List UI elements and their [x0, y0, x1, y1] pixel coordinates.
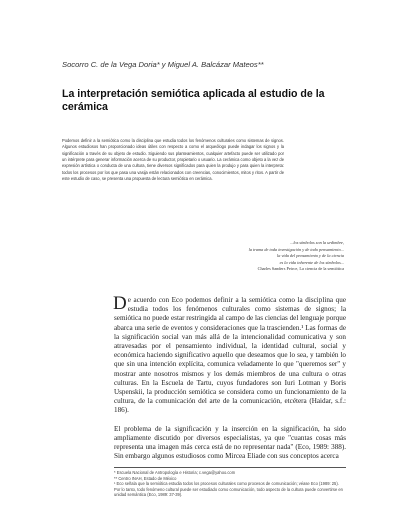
epigraph-line: la trama de toda investigación y de todo pensamiento... — [248, 246, 344, 252]
footnote: ¹ Eco señala que la semiótica estudia todos los procesos culturales como procesos de comunicación; véase Eco (1989: 25). Por lo tanto, todo fenómeno cultural puede ser estudiado como comunicación, todo aspecto de la cultura puede convertirse en unidad semántica (Eco, 1989: 37-39). — [114, 481, 343, 498]
epigraph-line: ...los símbolos son la urdimbre, — [290, 240, 344, 245]
footnotes — [114, 467, 346, 498]
article-body — [113, 293, 346, 461]
epigraph-line: la vida del pensamiento y de la ciencia — [277, 253, 344, 259]
footnote: ** Centro INAH, Estado de México — [114, 475, 177, 481]
body-paragraph — [113, 293, 346, 416]
epigraph-line: es la vida inherente de los símbolos... — [279, 259, 344, 265]
footnote: * Escuela Nacional de Antropología e Historia; c.vega@yahoo.com — [114, 470, 236, 475]
body-paragraph: El problema de la significación y la inserción en la significación, ha sido ampliamente discutido por diversos especialistas, ya que "cuantas cosas más representa una imagen más cerca está de no representar nada" (Eco, 1989: 388). Sin embargo algunos estudiosos como Mircea Eliade con sus conceptos acerca — [114, 424, 346, 461]
epigraph — [184, 240, 344, 273]
abstract: Podemos definir a la semiótica como la disciplina que estudia todos los fenómenos culturales como sistemas de signos. Algunos estudiosos han proporcionado ideas útiles con respecto a como el arqueólogo puede indagar los signos y la significación a través de su objeto de estudio. Siguiendo sus planteamientos, cualquier artefacto puede ser utilizado por un intérprete para generar información acerca de su productor, propietario o usuario. La cerámica como objeto a la vez de expresión artística o conducta de una cultura, tiene diversos significados para quien la produjo y para quien la interpreta: todos los procesos por los que pasa una vasija están relacionados con creencias, conocimientos, mitos y ritos. A partir de este estudio de caso, se presenta una propuesta de lectura semiótica en cerámica. — [62, 138, 284, 182]
drop-cap: D — [113, 293, 127, 314]
epigraph-source: Charles Sanders Peirce, La ciencia de la semiótica — [257, 266, 344, 272]
paragraph-text: e acuerdo con Eco podemos definir a la semiótica como la disciplina que estudia todos los fenómenos culturales como sistemas de signos; la semiótica no puede estar restringida al campo de las ciencias del lenguaje porque abarca una serie de eventos y consideraciones que la trascienden.¹ Las formas de la significación social van más allá de la intencionalidad comunicativa y son atravesadas por el pensamiento individual, la identidad cultural, social y económica haciendo significativo aquello que deseamos que lo sea, y también lo que sin una intención explícita, comunica veladamente lo que "queremos ser" y mostrar ante nosotros mismos y los demás miembros de una cultura o otras culturas. En la Escuela de Tartu, cuyos fundadores son Iuri Lotman y Boris Uspenskii, la producción semiótica se considera como un funcionamiento de la cultura, de la comunicación del arte de la comunicación, etcétera (Haidar, s.f.: 186). — [114, 296, 346, 415]
article-authors: Socorro C. de la Vega Doria* y Miguel A. Balcázar Mateos** — [62, 60, 264, 69]
article-title: La interpretación semiótica aplicada al estudio de la cerámica — [62, 88, 325, 113]
